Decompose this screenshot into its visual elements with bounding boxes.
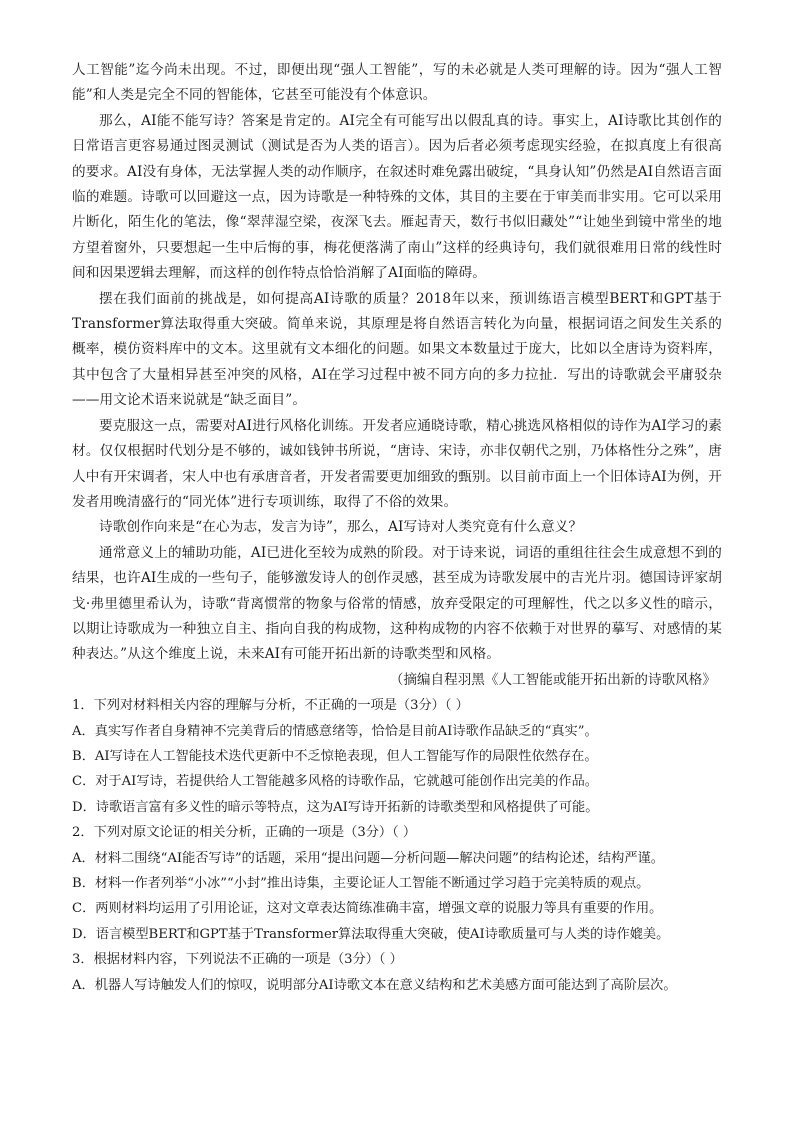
passage-paragraph: 摆在我们面前的挑战是，如何提高AI诗歌的质量？2018年以来，预训练语言模型BERT和GPT基于Transformer算法取得重大突破。简单来说，其原理是将自然语言转化为向量，根据词语之间发生关系的概率，模仿资料库中的文本。这里就有文本细化的问题。如果文本数量过于庞大，比如以全唐诗为资料库，其中包含了大量相异甚至冲突的风格，AI在学习过程中被不同方向的多力拉扯．写出的诗歌就会平庸驳杂——用文论术语来说就是“缺乏面目”。 (72, 290, 722, 409)
question-2-option-a: A．材料二围绕“AI能否写诗”的话题，采用“提出问题—分析问题—解决问题”的结构论述，结构严谨。 (72, 850, 664, 866)
passage-paragraph: 要克服这一点，需要对AI进行风格化训练。开发者应通晓诗歌，精心挑选风格相似的诗作为AI学习的素材。仅仅根据时代划分是不够的，诚如钱钟书所说，“唐诗、宋诗，亦非仅朝代之别，乃体格性分之殊”，唐人中有开宋调者，宋人中也有承唐音者，开发者需要更加细致的甄别。以目前市面上一个旧体诗AI为例，开发者用晚清盛行的“同光体”进行专项训练，取得了不俗的效果。 (72, 417, 722, 510)
passage-paragraph: 诗歌创作向来是“在心为志，发言为诗”，那么，AI写诗对人类究竟有什么意义？ (99, 519, 583, 536)
question-3-stem: 3．根据材料内容，下列说法不正确的一项是（3分）（ ） (72, 952, 403, 968)
question-1-stem: 1．下列对材料相关内容的理解与分析，不正确的一项是（3分）（ ） (72, 698, 469, 714)
passage-paragraph: 人工智能”迄今尚未出现。不过，即便出现“强人工智能”，写的未必就是人类可理解的诗。因为“强人工智能”和人类是完全不同的智能体，它甚至可能没有个体意识。 (72, 62, 722, 104)
question-1-option-c: C．对于AI写诗，若提供给人工智能越多风格的诗歌作品，它就越可能创作出完美的作品。 (72, 774, 598, 790)
question-1-option-d: D．诗歌语言富有多义性的暗示等特点，这为AI写诗开拓新的诗歌类型和风格提供了可能。 (72, 799, 599, 815)
question-2-option-d: D．语言模型BERT和GPT基于Transformer算法取得重大突破，使AI诗歌质量可与人类的诗作媲美。 (72, 926, 670, 942)
question-1-option-a: A．真实写作者自身精神不完美背后的情感意绪等，恰恰是目前AI诗歌作品缺乏的“真实”。 (72, 723, 598, 739)
question-1-option-b: B．AI写诗在人工智能技术迭代更新中不乏惊艳表现，但人工智能写作的局限性依然存在。 (72, 748, 598, 764)
question-2-option-c: C．两则材料均运用了引用论证，这对文章表达简练准确丰富，增强文章的说服力等具有重要的作用。 (72, 901, 663, 917)
passage-paragraph: 那么，AI能不能写诗？答案是肯定的。AI完全有可能写出以假乱真的诗。事实上，AI诗歌比其创作的日常语言更容易通过图灵测试（测试是否为人类的语言）。因为后者必须考虑现实经验，在拟真度上有很高的要求。AI没有身体，无法掌握人类的动作顺序，在叙述时难免露出破绽，“具身认知”仍然是AI自然语言面临的难题。诗歌可以回避这一点，因为诗歌是一种特殊的文体，其目的主要在于审美而非实用。它可以采用片断化，陌生化的笔法，像“翠萍湿空梁，夜深飞去。雁起青天，数行书似旧藏处”“让她坐到镜中常坐的地方望着窗外，只要想起一生中后悔的事，梅花便落满了南山”这样的经典诗句，我们就很难用日常的线性时间和因果逻辑去理解，而这样的创作特点恰恰消解了AI面临的障碍。 (72, 112, 722, 282)
passage-paragraph: 通常意义上的辅助功能，AI已进化至较为成熟的阶段。对于诗来说，词语的重组往往会生成意想不到的结果，也许AI生成的一些句子，能够激发诗人的创作灵感，甚至成为诗歌发展中的吉光片羽。德国诗评家胡戈·弗里德里希认为，诗歌“背离惯常的物象与俗常的情感，放弃受限定的可理解性，代之以多义性的暗示，以期让诗歌成为一种独立自主、指向自我的构成物，这种构成物的内容不依赖于对世界的摹写、对感情的某种表达。”从这个维度上说，未来AI有可能开拓出新的诗歌类型和风格。 (72, 544, 722, 663)
question-2-stem: 2．下列对原文论证的相关分析，正确的一项是（3分）（ ） (72, 825, 417, 841)
passage-source: （摘编自程羽黑《人工智能或能开拓出新的诗歌风格》 (389, 671, 716, 688)
question-2-option-b: B．材料一作者列举“小冰”“小封”推出诗集，主要论证人工智能不断通过学习趋于完美特质的观点。 (72, 876, 650, 891)
question-3-option-a: A．机器人写诗触发人们的惊叹，说明部分AI诗歌文本在意义结构和艺术美感方面可能达到了高阶层次。 (72, 977, 677, 993)
document-page (72, 58, 722, 998)
